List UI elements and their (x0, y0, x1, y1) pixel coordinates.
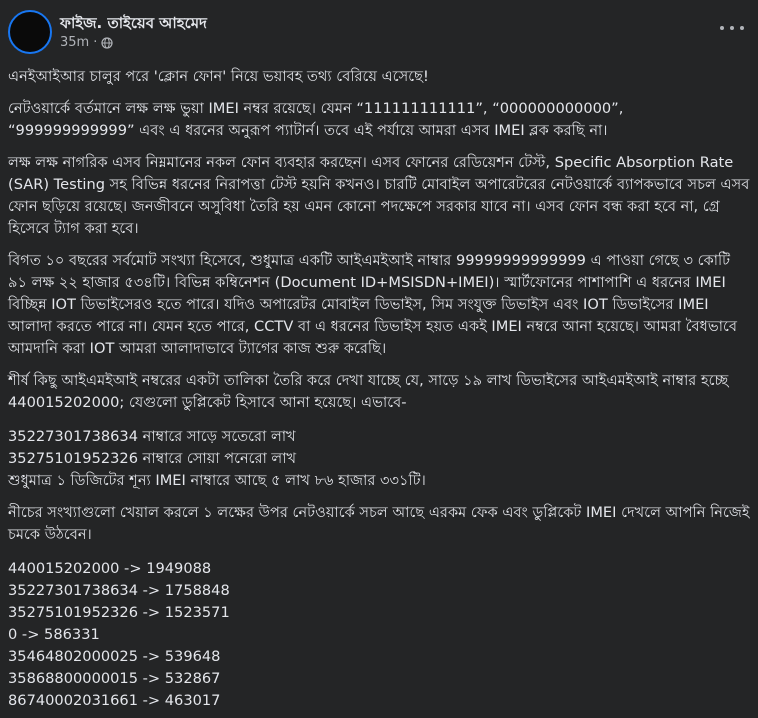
post-paragraph-imei-list: 440015202000 -> 1949088 35227301738634 -> 1758848 35275101952326 -> 1523571 0 -> 586331 35464802000025 -> 539648 35868800000015 -> 532867 86740002031661 -> 463017 (8, 560, 230, 709)
post-paragraph-low-quality-phones: লক্ষ লক্ষ নাগরিক এসব নিম্নমানের নকল ফোন ব্যবহার করছেন। এসব ফোনের রেডিয়েশন টেস্ট, Specific Absorption Rate (SAR) Testing সহ বিভিন্ন ধরনের নিরাপত্তা টেস্ট হয়নি কখনও। চারটি মোবাইল অপারেটরের নেটওয়ার্কে ব্যাপকভাবে সচল এসব ফোন ছড়িয়ে রয়েছে। জনজীবনে অসুবিধা তৈরি হয় এমন কোনো পদক্ষেপে সরকার যাবে না। এসব ফোন বন্ধ করা হবে না, গ্রে হিসেবে ট্যাগ করা হবে। (8, 154, 750, 237)
more-options-icon[interactable] (720, 22, 744, 34)
post-paragraph-fake-imei: নেটওয়ার্কে বর্তমানে লক্ষ লক্ষ ভুয়া IMEI নম্বর রয়েছে। যেমন “111111111111”, “000000000000”, “999999999999” এবং এ ধরনের অনুরূপ প্যাটার্ন। তবে এই পর্যায়ে আমরা এসব IMEI ব্লক করছি না। (8, 100, 624, 139)
post-header (8, 10, 748, 56)
post-paragraph-statistics: বিগত ১০ বছরের সর্বমোট সংখ্যা হিসেবে, শুধুমাত্র একটি আইএমইআই নাম্বার 99999999999999 এ পাওয়া গেছে ৩ কোটি ৯১ লক্ষ ২২ হাজার ৫৩৪টি। বিভিন্ন কম্বিনেশন (Document ID+MSISDN+IMEI)। স্মার্টফোনের পাশাপাশি এ ধরনের IMEI বিচ্ছিন্ন IOT ডিভাইসেরও হতে পারে। যদিও অপারেটর মোবাইল ডিভাইস, সিম সংযুক্ত ডিভাইস এবং IOT ডিভাইসের IMEI আলাদা করতে পারে না। যেমন হতে পারে, CCTV বা এ ধরনের ডিভাইস হয়ত একই IMEI নম্বরে আনা হয়েছে। আমরা বৈধভাবে আমদানি করা IOT আমরা আলাদাভাবে ট্যাগের কাজ শুরু করেছি। (8, 252, 737, 357)
avatar[interactable] (8, 10, 52, 54)
author-name[interactable]: ফাইজ. তাইয়েব আহমেদ (60, 14, 207, 32)
globe-icon[interactable] (101, 37, 113, 49)
post-paragraph-headline: এনইআইআর চালুর পরে 'ক্লোন ফোন' নিয়ে ভয়াবহ তথ্য বেরিয়ে এসেছে! (8, 68, 429, 85)
meta-separator: · (93, 35, 98, 50)
post-body (8, 66, 752, 718)
post-paragraph-top-imei: শীর্ষ কিছু আইএমইআই নম্বরের একটা তালিকা তৈরি করে দেখা যাচ্ছে যে, সাড়ে ১৯ লাখ ডিভাইসের আইএমইআই নাম্বার হচ্ছে 440015202000; যেগুলো ডুপ্লিকেট হিসাবে আনা হয়েছে। এভাবে- (8, 372, 729, 411)
post-timestamp[interactable]: 35m (60, 35, 90, 50)
post-paragraph-duplicate-counts: 35227301738634 নাম্বারে সাড়ে সতেরো লাখ 35275101952326 নাম্বারে সোয়া পনেরো লাখ শুধুমাত্র ১ ডিজিটের শূন্য IMEI নাম্বারে আছে ৫ লাখ ৮৬ হাজার ৩৩১টি। (8, 428, 426, 489)
post-paragraph-notice: নীচের সংখ্যাগুলো খেয়াল করলে ১ লক্ষের উপর নেটওয়ার্কে সচল আছে এরকম ফেক এবং ডুপ্লিকেট IMEI দেখলে আপনি নিজেই চমকে উঠবেন। (8, 504, 750, 543)
post-meta (60, 35, 113, 50)
